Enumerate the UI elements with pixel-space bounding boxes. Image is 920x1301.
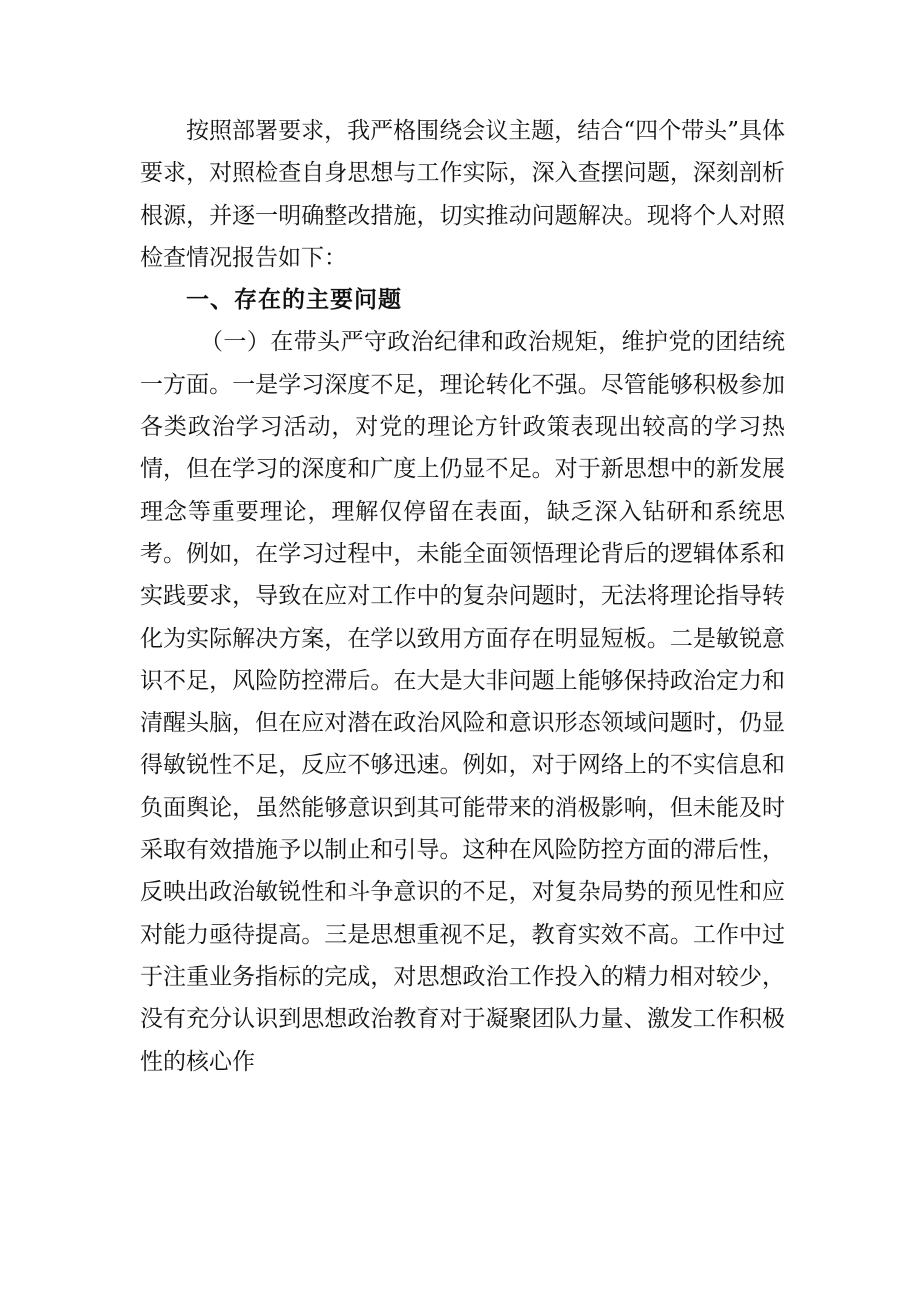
section-heading-main-problems: 一、存在的主要问题	[186, 287, 402, 314]
document-body	[140, 110, 785, 1083]
section1-paragraph-1: （一）在带头严守政治纪律和政治规矩，维护党的团结统一方面。一是学习深度不足，理论转化不强。尽管能够积极参加各类政治学习活动，对党的理论方针政策表现出较高的学习热情，但在学习的深度和广度上仍显不足。对于新思想中的新发展理念等重要理论，理解仅停留在表面，缺乏深入钻研和系统思考。例如，在学习过程中，未能全面领悟理论背后的逻辑体系和实践要求，导致在应对工作中的复杂问题时，无法将理论指导转化为实际解决方案，在学以致用方面存在明显短板。二是敏锐意识不足，风险防控滞后。在大是大非问题上能够保持政治定力和清醒头脑，但在应对潜在政治风险和意识形态领域问题时，仍显得敏锐性不足，反应不够迅速。例如，对于网络上的不实信息和负面舆论，虽然能够意识到其可能带来的消极影响，但未能及时采取有效措施予以制止和引导。这种在风险防控方面的滞后性，反映出政治敏锐性和斗争意识的不足，对复杂局势的预见性和应对能力亟待提高。三是思想重视不足，教育实效不高。工作中过于注重业务指标的完成，对思想政治工作投入的精力相对较少，没有充分认识到思想政治教育对于凝聚团队力量、激发工作积极性的核心作	[140, 329, 785, 1075]
intro-paragraph: 按照部署要求，我严格围绕会议主题，结合“四个带头”具体要求，对照检查自身思想与工作实际，深入查摆问题，深刻剖析根源，并逐一明确整改措施，切实推动问题解决。现将个人对照检查情况报告如下：	[140, 118, 785, 271]
